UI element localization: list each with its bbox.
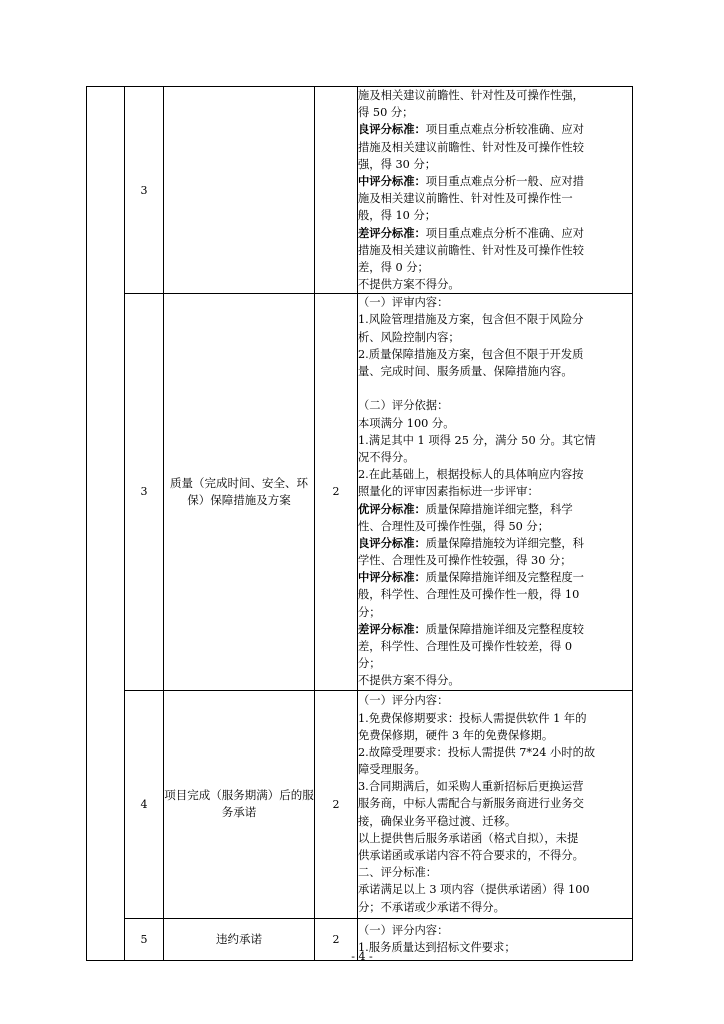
item-number: 3 [125, 294, 164, 690]
criteria-text: 质量保障措施详细完整，科学 [425, 502, 573, 516]
scoring-criteria [358, 294, 633, 690]
criteria-text: 况不得分。 [358, 450, 415, 464]
criteria-line [358, 795, 632, 812]
criteria-text: 措施及相关建议前瞻性、针对性及可操作性较 [358, 140, 584, 154]
criteria-line [358, 847, 632, 864]
criteria-text: 分； [358, 657, 381, 671]
criteria-line [358, 121, 632, 138]
criteria-line [358, 346, 632, 363]
criteria-text: 般，得 10 分； [358, 209, 437, 223]
criteria-line [358, 225, 632, 242]
item-name: 项目完成（服务期满）后的服务承诺 [164, 690, 315, 918]
criteria-text: 得 50 分； [358, 106, 414, 120]
criteria-line [358, 569, 632, 586]
criteria-text: 项目重点难点分析不准确、应对 [425, 226, 584, 240]
criteria-text: 析、风险控制内容； [358, 330, 460, 344]
criteria-line [358, 535, 632, 552]
criteria-text: 承诺满足以上 3 项内容（提供承诺函）得 100 [358, 883, 590, 897]
item-name: 违约承诺 [164, 918, 315, 960]
criteria-line [358, 242, 632, 259]
item-name [164, 87, 315, 294]
criteria-text: 本项满分 100 分。 [358, 416, 455, 430]
criteria-line [358, 466, 632, 483]
item-weight: 2 [315, 690, 358, 918]
criteria-line [358, 415, 632, 432]
criteria-line [358, 501, 632, 518]
criteria-line [358, 432, 632, 449]
scoring-criteria [358, 690, 633, 918]
scoring-table [86, 86, 633, 961]
criteria-line [358, 190, 632, 207]
criteria-grade-label: 良评分标准： [358, 535, 426, 550]
criteria-line [358, 104, 632, 121]
criteria-text: 差，科学性、合理性及可操作性较差，得 0 [358, 640, 573, 653]
criteria-text: 强，得 30 分； [358, 157, 437, 171]
criteria-line [358, 778, 632, 795]
criteria-line [358, 761, 632, 778]
criteria-text: 差，得 0 分； [358, 260, 429, 274]
criteria-line [358, 259, 632, 276]
criteria-text: （一）评分内容： [358, 694, 449, 708]
criteria-line [358, 710, 632, 727]
table-row [87, 87, 633, 294]
scoring-table-body [87, 87, 633, 961]
criteria-line [358, 922, 632, 939]
criteria-text: 障受理服务。 [358, 763, 426, 777]
criteria-line [358, 87, 632, 104]
criteria-line [358, 311, 632, 328]
criteria-text: 项目重点难点分析较准确、应对 [425, 123, 584, 137]
criteria-line [358, 173, 632, 190]
criteria-text: （一）评审内容： [358, 296, 449, 310]
criteria-line [358, 207, 632, 224]
criteria-text: 措施及相关建议前瞻性、针对性及可操作性较 [358, 243, 584, 257]
criteria-text: 以上提供售后服务承诺函（格式自拟），未提 [358, 831, 579, 845]
criteria-grade-label: 优评分标准： [358, 501, 426, 516]
criteria-text: 3.合同期满后，如采购人重新招标后更换运营 [358, 780, 584, 794]
criteria-line [358, 604, 632, 621]
criteria-line [358, 899, 632, 916]
criteria-text: 照量化的评审因素指标进一步评审： [358, 485, 539, 499]
criteria-line [358, 483, 632, 500]
criteria-grade-label: 差评分标准： [358, 621, 426, 636]
item-number: 5 [125, 918, 164, 960]
criteria-text: 分；不承诺或少承诺不得分。 [358, 900, 505, 914]
criteria-line [358, 638, 632, 655]
criteria-text: 1.免费保修期要求：投标人需提供软件 1 年的 [358, 711, 587, 725]
criteria-text: （一）评分内容： [358, 923, 449, 937]
criteria-line [358, 397, 632, 414]
criteria-grade-label: 差评分标准： [358, 225, 426, 240]
table-row [87, 690, 633, 918]
criteria-line [358, 518, 632, 535]
criteria-text: 2.故障受理要求：投标人需提供 7*24 小时的故 [358, 745, 596, 759]
criteria-grade-label: 良评分标准： [358, 122, 426, 137]
criteria-grade-label: 中评分标准： [358, 173, 426, 188]
criteria-text: 1.风险管理措施及方案，包含但不限于风险分 [358, 313, 584, 327]
criteria-text: 般，科学性、合理性及可操作性一般，得 10 [358, 588, 580, 602]
criteria-text: 量、完成时间、服务质量、保障措施内容。 [358, 365, 573, 378]
criteria-line [358, 586, 632, 603]
page-number: - 4 - [351, 950, 373, 963]
criteria-text: 质量保障措施详细及完整程度较 [425, 622, 584, 636]
criteria-text: 质量保障措施详细及完整程度一 [425, 571, 584, 585]
criteria-text: 2.质量保障措施及方案，包含但不限于开发质 [358, 347, 584, 361]
criteria-line [358, 881, 632, 898]
criteria-text: 接，确保业务平稳过渡、迁移。 [358, 814, 517, 828]
criteria-text: 二、评分标准： [358, 866, 438, 880]
criteria-line [358, 813, 632, 830]
criteria-text: 学性、合理性及可操作性较强，得 30 分； [358, 554, 572, 568]
criteria-line [358, 449, 632, 466]
item-number: 3 [125, 87, 164, 294]
criteria-text: 不提供方案不得分。 [358, 674, 460, 688]
criteria-line [358, 672, 632, 689]
criteria-line [358, 363, 632, 380]
criteria-line [358, 727, 632, 744]
criteria-text: 2.在此基础上，根据投标人的具体响应内容按 [358, 468, 584, 482]
criteria-text: 分； [358, 605, 381, 619]
item-name: 质量（完成时间、安全、环保）保障措施及方案 [164, 294, 315, 690]
criteria-text: 项目重点难点分析一般、应对措 [425, 174, 584, 188]
criteria-text: 供承诺函或承诺内容不符合要求的，不得分。 [358, 849, 584, 863]
criteria-line [358, 692, 632, 709]
criteria-line [358, 830, 632, 847]
criteria-line [358, 294, 632, 311]
criteria-line [358, 156, 632, 173]
criteria-text: 施及相关建议前瞻性、针对性及可操作性一 [358, 192, 573, 206]
category-cell [87, 87, 125, 961]
scoring-criteria [358, 87, 633, 294]
criteria-line [358, 552, 632, 569]
criteria-text: 服务商，中标人需配合与新服务商进行业务交 [358, 797, 584, 811]
item-weight: 2 [315, 918, 358, 960]
criteria-text: 不提供方案不得分。 [358, 278, 460, 292]
criteria-line [358, 864, 632, 881]
criteria-line [358, 744, 632, 761]
criteria-line [358, 621, 632, 638]
criteria-grade-label: 中评分标准： [358, 570, 426, 585]
item-weight [315, 87, 358, 294]
criteria-line [358, 139, 632, 156]
criteria-text: 1.服务质量达到招标文件要求； [358, 941, 516, 955]
criteria-line [358, 329, 632, 346]
table-row [87, 294, 633, 690]
criteria-text: 性、合理性及可操作性强，得 50 分； [358, 519, 550, 533]
criteria-text: 1.满足其中 1 项得 25 分，满分 50 分。其它情 [358, 433, 596, 447]
criteria-text: （二）评分依据： [358, 399, 449, 413]
item-number: 4 [125, 690, 164, 918]
criteria-text: 施及相关建议前瞻性、针对性及可操作性强， [358, 89, 584, 102]
item-weight: 2 [315, 294, 358, 690]
criteria-line [358, 276, 632, 293]
criteria-line [358, 655, 632, 672]
criteria-text: 质量保障措施较为详细完整，科 [425, 536, 584, 550]
criteria-text: 免费保修期，硬件 3 年的免费保修期。 [358, 728, 554, 742]
criteria-line [358, 380, 632, 397]
